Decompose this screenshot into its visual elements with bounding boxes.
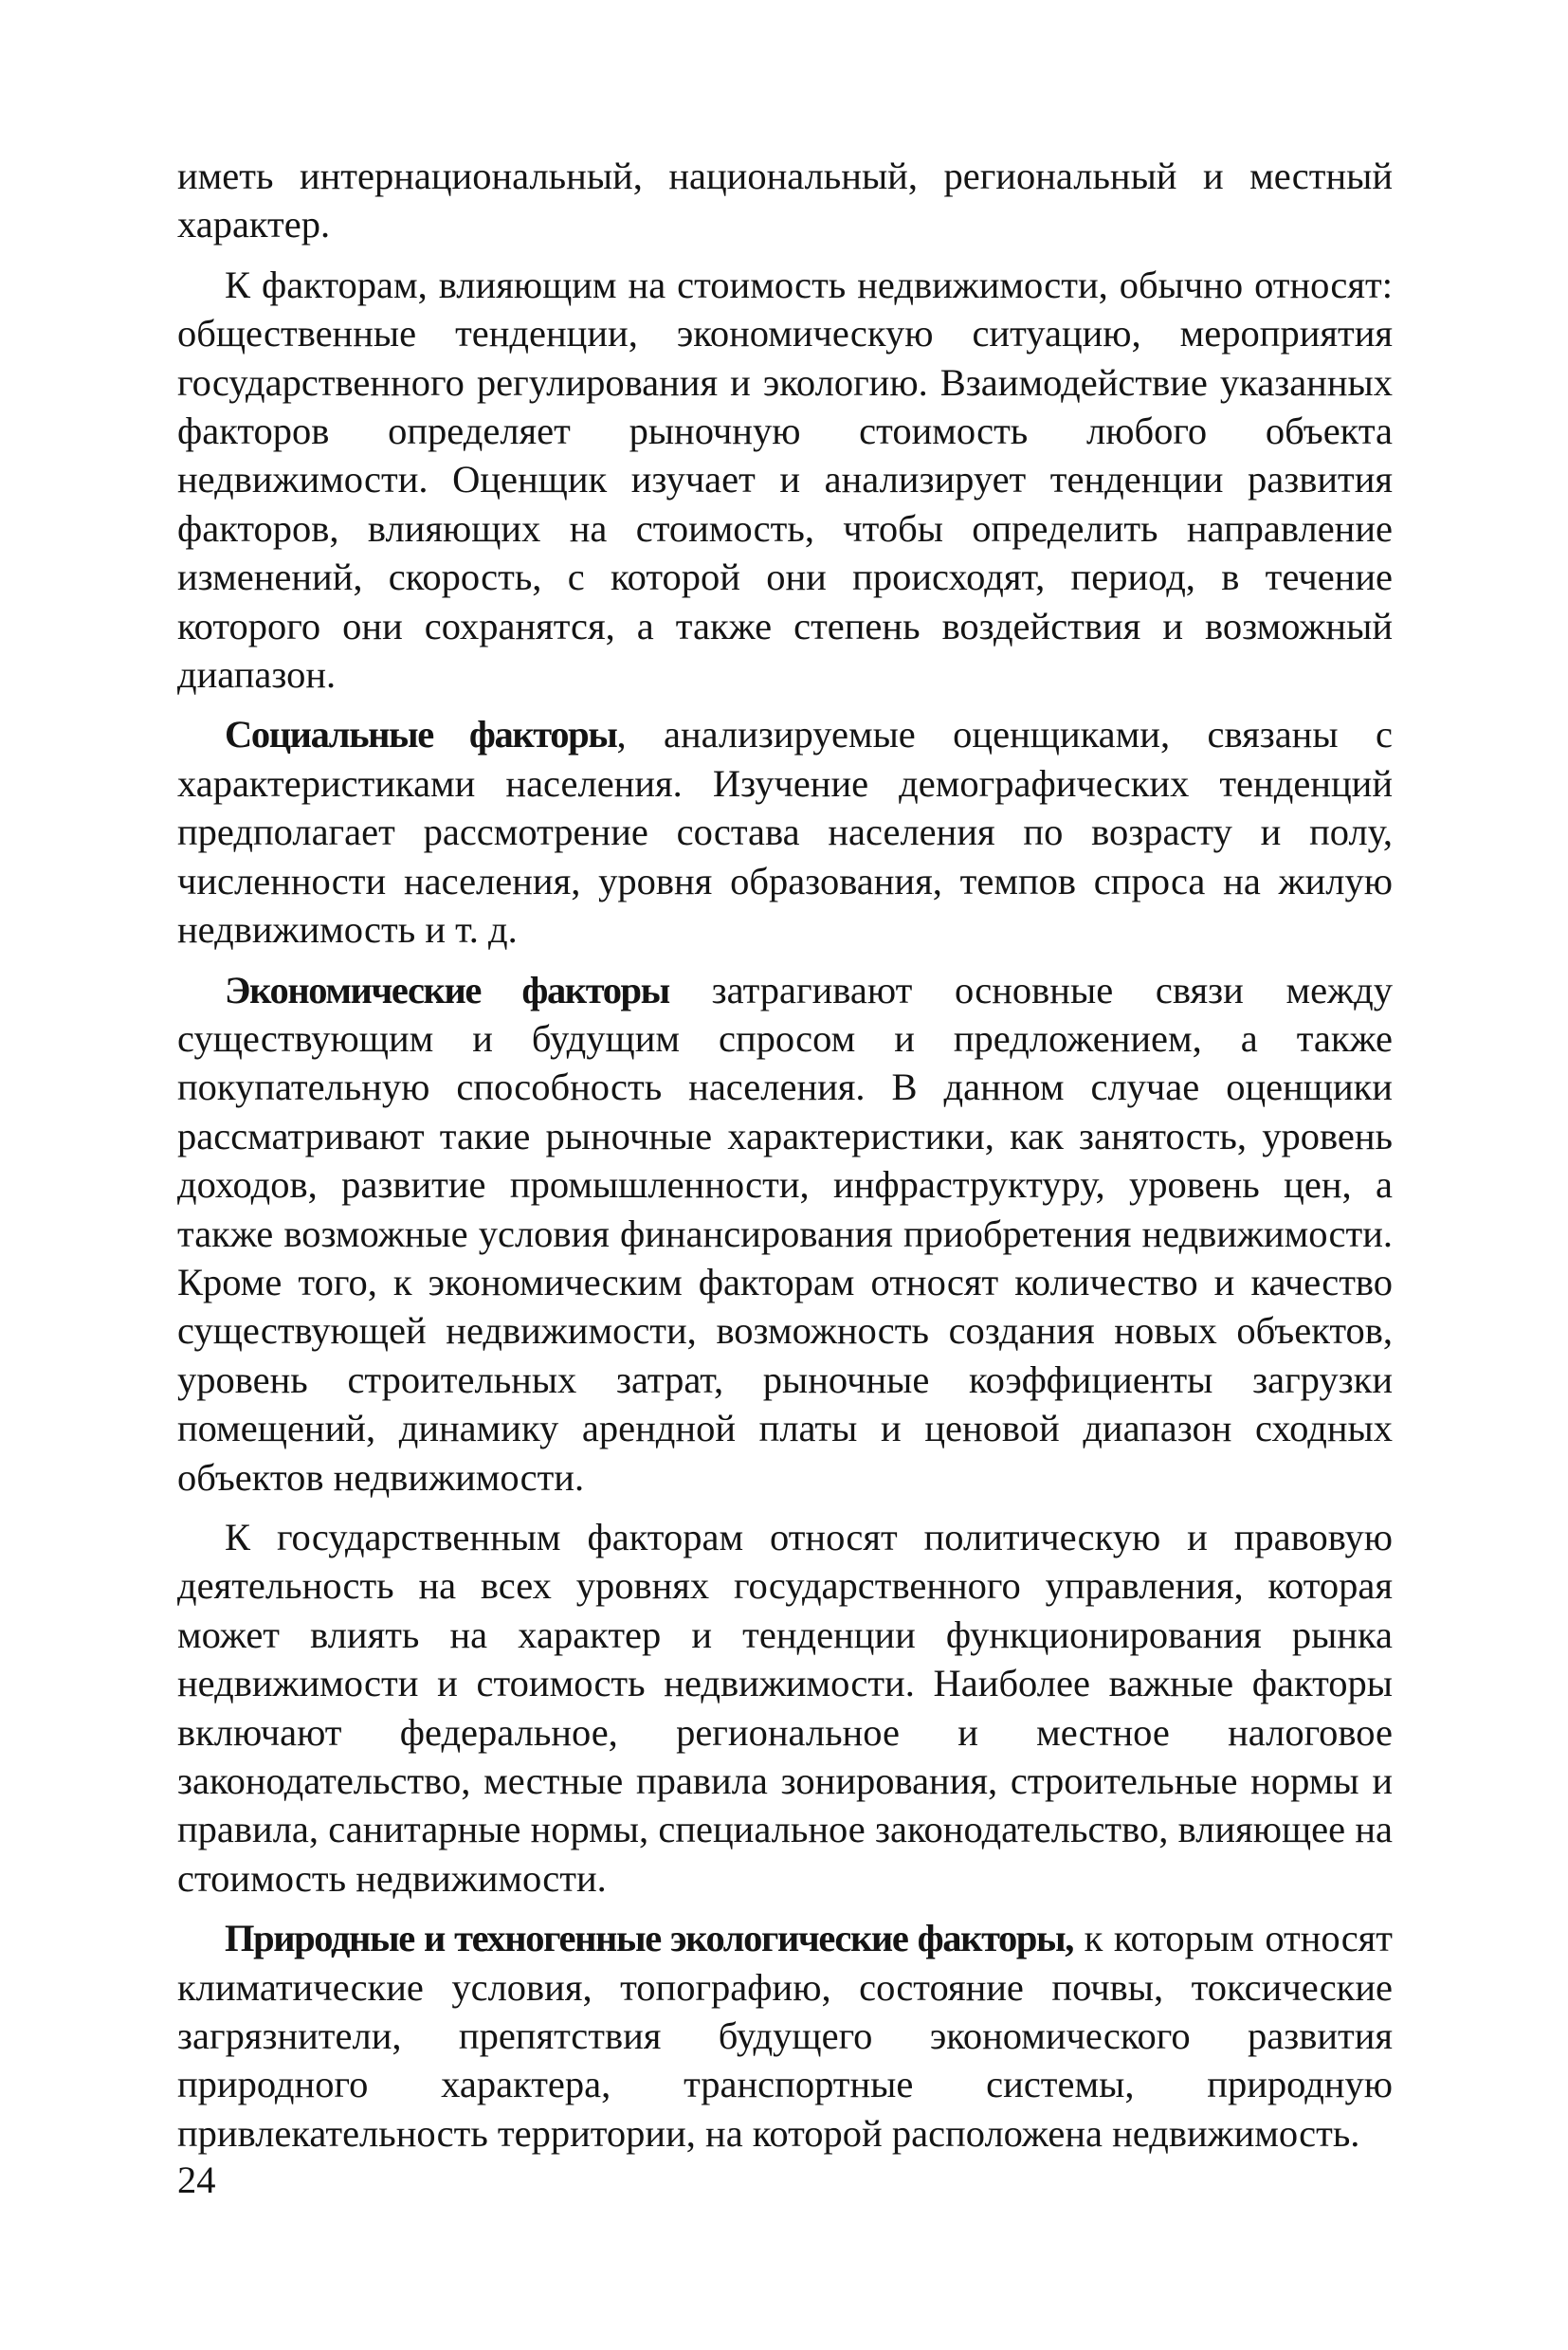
paragraph-ecological-factors-text: к которым относят климатические условия, топографию, состояние почвы, токсические загрязнители, препятствия будущего экономического развития природного характера, транспортные системы, природную привлекательность территории, на которой расположена недвижимость.: [177, 1917, 1393, 2155]
page-body: [177, 152, 1393, 2169]
paragraph-social-factors: [177, 710, 1393, 954]
term-social-factors: Социальные факторы: [225, 713, 617, 756]
term-economic-factors: Экономические факторы: [225, 968, 669, 1011]
paragraph-social-factors-text: , анализируемые оценщиками, связаны с характеристиками населения. Изучение демографических тенденций предполагает рассмотрение состава населения по возрасту и полу, численности населения, уровня образования, темпов спроса на жилую недвижимость и т. д.: [177, 713, 1393, 952]
paragraph-economic-factors: [177, 966, 1393, 1502]
paragraph-state-factors: К государственным факторам относят политическую и правовую деятельность на всех уровнях государственного управления, которая может влиять на характер и тенденции функционирования рынка недвижимости и стоимость недвижимости. Наиболее важные факторы включают федеральное, региональное и местное налоговое законодательство, местные правила зонирования, строительные нормы и правила, санитарные нормы, специальное законодательство, влияющее на стоимость недвижимости.: [177, 1515, 1393, 1900]
paragraph-factors-intro: К факторам, влияющим на стоимость недвижимости, обычно относят: общественные тенденции, экономическую ситуацию, мероприятия государственного регулирования и экологию. Взаимодействие указанных факторов определяет рыночную стоимость любого объекта недвижимости. Оценщик изучает и анализирует тенденции развития факторов, влияющих на стоимость, чтобы определить направление изменений, скорость, с которой они происходят, период, в течение которого они сохранятся, а также степень воздействия и возможный диапазон.: [177, 263, 1393, 697]
term-ecological-factors: Природные и техногенные экологические факторы,: [225, 1917, 1073, 1960]
paragraph-ecological-factors: [177, 1914, 1393, 2158]
page-number: 24: [177, 2159, 216, 2201]
paragraph-continuation: иметь интернациональный, национальный, региональный и местный характер.: [177, 155, 1393, 246]
paragraph-economic-factors-text: затрагивают основные связи между существующим и будущим спросом и предложением, а также покупательную способность населения. В данном случае оценщики рассматривают такие рыночные характеристики, как занятость, уровень доходов, развитие промышленности, инфраструктуру, уровень цен, а также возможные условия финансирования приобретения недвижимости. Кроме того, к экономическим факторам относят количество и качество существующей недвижимости, возможность создания новых объектов, уровень строительных затрат, рыночные коэффициенты загрузки помещений, динамику арендной платы и ценовой диапазон сходных объектов недвижимости.: [177, 968, 1393, 1499]
